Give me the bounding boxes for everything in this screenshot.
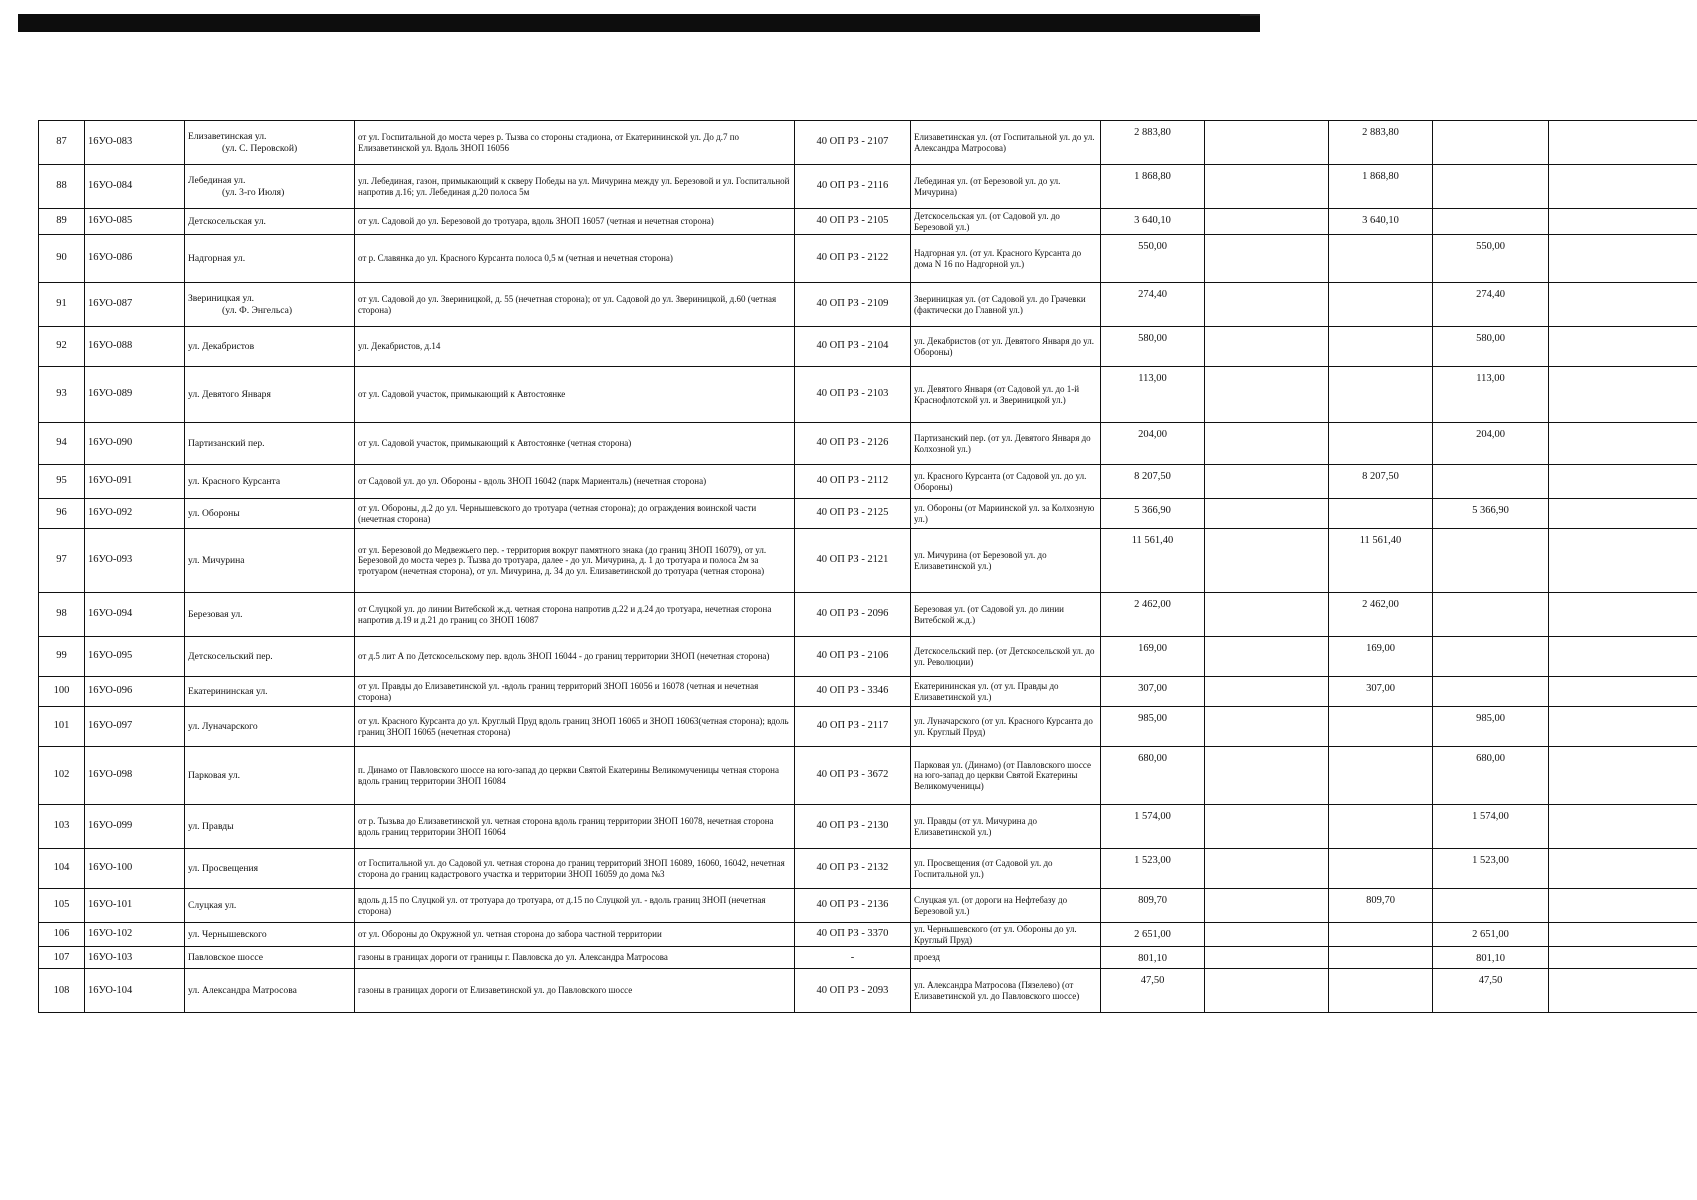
table-row xyxy=(39,283,1697,327)
area-col-5 xyxy=(1549,593,1697,637)
area-col-4 xyxy=(1433,209,1549,235)
object-code: 16УО-093 xyxy=(85,529,185,593)
area-total: 2 883,80 xyxy=(1101,121,1205,165)
area-description: от ул. Правды до Елизаветинской ул. -вдоль границ территорий ЗНОП 16056 и 16078 (четная и нечетная сторона) xyxy=(355,677,795,707)
road-registry-number: 40 ОП РЗ - 2096 xyxy=(795,593,911,637)
table-row xyxy=(39,849,1697,889)
area-total: 580,00 xyxy=(1101,327,1205,367)
road-object-name: ул. Мичурина (от Березовой ул. до Елизаветинской ул.) xyxy=(911,529,1101,593)
area-col-5 xyxy=(1549,327,1697,367)
road-registry-number: 40 ОП РЗ - 2112 xyxy=(795,465,911,499)
top-scan-line xyxy=(1240,14,1260,16)
table-row xyxy=(39,529,1697,593)
street-name xyxy=(185,707,355,747)
area-total: 169,00 xyxy=(1101,637,1205,677)
row-number: 107 xyxy=(39,947,85,969)
area-col-5 xyxy=(1549,465,1697,499)
object-code: 16УО-084 xyxy=(85,165,185,209)
street-name-former: (ул. С. Перовской) xyxy=(222,142,298,154)
row-number: 96 xyxy=(39,499,85,529)
street-name-main: Елизаветинская ул. xyxy=(188,131,267,143)
street-name-main: ул. Обороны xyxy=(188,507,240,519)
street-name xyxy=(185,465,355,499)
road-object-name: ул. Обороны (от Мариинской ул. за Колхозную ул.) xyxy=(911,499,1101,529)
table-row xyxy=(39,707,1697,747)
object-code: 16УО-088 xyxy=(85,327,185,367)
table-row xyxy=(39,165,1697,209)
street-name-main: ул. Чернышевского xyxy=(188,928,267,940)
road-object-name: Парковая ул. (Динамо) (от Павловского шоссе на юго-запад до церкви Святой Екатерины Великомученицы) xyxy=(911,747,1101,805)
area-description: от ул. Красного Курсанта до ул. Круглый Пруд вдоль границ ЗНОП 16065 и ЗНОП 16063(четная сторона); вдоль границ ЗНОП 16065 (нечетная сторона) xyxy=(355,707,795,747)
area-col-4: 2 651,00 xyxy=(1433,923,1549,947)
area-description: от ул. Садовой участок, примыкающий к Автостоянке (четная сторона) xyxy=(355,423,795,465)
road-registry-number: 40 ОП РЗ - 2136 xyxy=(795,889,911,923)
road-object-name: ул. Чернышевского (от ул. Обороны до ул. Круглый Пруд) xyxy=(911,923,1101,947)
area-description: от ул. Обороны, д.2 до ул. Чернышевского до тротуара (четная сторона); до ограждения воинской части (нечетная сторона) xyxy=(355,499,795,529)
area-col-4 xyxy=(1433,465,1549,499)
table-row xyxy=(39,969,1697,1013)
area-col-3: 809,70 xyxy=(1329,889,1433,923)
area-col-4: 680,00 xyxy=(1433,747,1549,805)
road-registry-number: 40 ОП РЗ - 2126 xyxy=(795,423,911,465)
street-name-main: Екатерининская ул. xyxy=(188,685,268,697)
area-col-2 xyxy=(1205,529,1329,593)
area-description: от ул. Садовой до ул. Березовой до тротуара, вдоль ЗНОП 16057 (четная и нечетная сторона) xyxy=(355,209,795,235)
row-number: 104 xyxy=(39,849,85,889)
object-code: 16УО-089 xyxy=(85,367,185,423)
table-row xyxy=(39,889,1697,923)
road-object-name: Партизанский пер. (от ул. Девятого Января до Колхозной ул.) xyxy=(911,423,1101,465)
street-name xyxy=(185,529,355,593)
area-description: ул. Декабристов, д.14 xyxy=(355,327,795,367)
street-name-former: (ул. 3-го Июля) xyxy=(222,186,285,198)
area-description: от р. Славянка до ул. Красного Курсанта полоса 0,5 м (четная и нечетная сторона) xyxy=(355,235,795,283)
row-number: 87 xyxy=(39,121,85,165)
row-number: 97 xyxy=(39,529,85,593)
street-name xyxy=(185,849,355,889)
area-col-2 xyxy=(1205,165,1329,209)
area-col-3: 307,00 xyxy=(1329,677,1433,707)
street-name-main: ул. Мичурина xyxy=(188,554,245,566)
area-col-2 xyxy=(1205,327,1329,367)
area-col-5 xyxy=(1549,923,1697,947)
area-col-2 xyxy=(1205,121,1329,165)
road-object-name: Детскосельский пер. (от Детскосельской ул. до ул. Революции) xyxy=(911,637,1101,677)
row-number: 101 xyxy=(39,707,85,747)
area-col-3: 1 868,80 xyxy=(1329,165,1433,209)
area-col-3: 2 462,00 xyxy=(1329,593,1433,637)
area-col-5 xyxy=(1549,529,1697,593)
area-col-2 xyxy=(1205,499,1329,529)
area-col-5 xyxy=(1549,499,1697,529)
area-col-2 xyxy=(1205,593,1329,637)
street-name-main: Березовая ул. xyxy=(188,608,243,620)
area-col-2 xyxy=(1205,209,1329,235)
area-col-3: 8 207,50 xyxy=(1329,465,1433,499)
road-registry-number: - xyxy=(795,947,911,969)
object-code: 16УО-085 xyxy=(85,209,185,235)
area-col-3 xyxy=(1329,423,1433,465)
street-name xyxy=(185,923,355,947)
row-number: 108 xyxy=(39,969,85,1013)
area-col-3 xyxy=(1329,947,1433,969)
street-name xyxy=(185,327,355,367)
road-registry-number: 40 ОП РЗ - 2130 xyxy=(795,805,911,849)
area-col-2 xyxy=(1205,283,1329,327)
row-number: 100 xyxy=(39,677,85,707)
area-col-4: 1 574,00 xyxy=(1433,805,1549,849)
street-name xyxy=(185,165,355,209)
area-col-2 xyxy=(1205,923,1329,947)
row-number: 105 xyxy=(39,889,85,923)
road-registry-number: 40 ОП РЗ - 3370 xyxy=(795,923,911,947)
area-col-4 xyxy=(1433,677,1549,707)
street-name xyxy=(185,593,355,637)
area-total: 113,00 xyxy=(1101,367,1205,423)
street-name-main: Павловское шоссе xyxy=(188,952,263,964)
street-name xyxy=(185,637,355,677)
area-total: 204,00 xyxy=(1101,423,1205,465)
top-scan-bar xyxy=(18,14,1260,32)
row-number: 95 xyxy=(39,465,85,499)
road-registry-number: 40 ОП РЗ - 2093 xyxy=(795,969,911,1013)
area-col-2 xyxy=(1205,677,1329,707)
area-col-2 xyxy=(1205,367,1329,423)
area-col-4 xyxy=(1433,593,1549,637)
table-row xyxy=(39,327,1697,367)
area-col-4: 274,40 xyxy=(1433,283,1549,327)
area-col-4 xyxy=(1433,121,1549,165)
street-name-main: Звериницкая ул. xyxy=(188,293,255,305)
road-registry-number: 40 ОП РЗ - 2104 xyxy=(795,327,911,367)
area-total: 801,10 xyxy=(1101,947,1205,969)
area-total: 985,00 xyxy=(1101,707,1205,747)
row-number: 90 xyxy=(39,235,85,283)
object-code: 16УО-083 xyxy=(85,121,185,165)
registry-table xyxy=(38,120,1697,1013)
table-row xyxy=(39,805,1697,849)
area-col-3 xyxy=(1329,283,1433,327)
road-object-name: Звериницкая ул. (от Садовой ул. до Грачевки (фактически до Главной ул.) xyxy=(911,283,1101,327)
area-description: газоны в границах дороги от Елизаветинской ул. до Павловского шоссе xyxy=(355,969,795,1013)
street-name xyxy=(185,499,355,529)
area-description: ул. Лебединая, газон, примыкающий к скверу Победы на ул. Мичурина между ул. Березовой и ул. Госпитальной напротив д.16; ул. Лебединая д.20 полоса 5м xyxy=(355,165,795,209)
area-col-2 xyxy=(1205,637,1329,677)
area-col-5 xyxy=(1549,283,1697,327)
area-col-4 xyxy=(1433,529,1549,593)
row-number: 98 xyxy=(39,593,85,637)
area-col-2 xyxy=(1205,889,1329,923)
road-registry-number: 40 ОП РЗ - 3346 xyxy=(795,677,911,707)
street-name xyxy=(185,209,355,235)
street-name xyxy=(185,889,355,923)
area-total: 1 523,00 xyxy=(1101,849,1205,889)
area-col-3 xyxy=(1329,805,1433,849)
table-row xyxy=(39,499,1697,529)
street-name xyxy=(185,747,355,805)
street-name-main: Надгорная ул. xyxy=(188,252,246,264)
street-name xyxy=(185,677,355,707)
area-col-5 xyxy=(1549,747,1697,805)
road-object-name: Березовая ул. (от Садовой ул. до линии Витебской ж.д.) xyxy=(911,593,1101,637)
object-code: 16УО-094 xyxy=(85,593,185,637)
object-code: 16УО-091 xyxy=(85,465,185,499)
object-code: 16УО-100 xyxy=(85,849,185,889)
table-row xyxy=(39,465,1697,499)
area-col-3 xyxy=(1329,367,1433,423)
area-col-5 xyxy=(1549,423,1697,465)
street-name-main: ул. Декабристов xyxy=(188,340,255,352)
area-total: 11 561,40 xyxy=(1101,529,1205,593)
street-name-main: ул. Девятого Января xyxy=(188,388,271,400)
street-name-main: Парковая ул. xyxy=(188,769,240,781)
table-row xyxy=(39,923,1697,947)
area-col-5 xyxy=(1549,367,1697,423)
object-code: 16УО-103 xyxy=(85,947,185,969)
street-name xyxy=(185,423,355,465)
table-row xyxy=(39,637,1697,677)
area-col-4 xyxy=(1433,165,1549,209)
row-number: 102 xyxy=(39,747,85,805)
object-code: 16УО-099 xyxy=(85,805,185,849)
area-col-2 xyxy=(1205,805,1329,849)
road-object-name: Елизаветинская ул. (от Госпитальной ул. до ул. Александра Матросова) xyxy=(911,121,1101,165)
street-name xyxy=(185,947,355,969)
area-col-4: 550,00 xyxy=(1433,235,1549,283)
street-name-main: ул. Просвещения xyxy=(188,862,259,874)
row-number: 91 xyxy=(39,283,85,327)
area-description: от ул. Госпитальной до моста через р. Тызва со стороны стадиона, от Екатерининской ул. До д.7 по Елизаветинской ул. Вдоль ЗНОП 16056 xyxy=(355,121,795,165)
road-object-name: ул. Луначарского (от ул. Красного Курсанта до ул. Круглый Пруд) xyxy=(911,707,1101,747)
road-registry-number: 40 ОП РЗ - 2132 xyxy=(795,849,911,889)
area-total: 3 640,10 xyxy=(1101,209,1205,235)
row-number: 99 xyxy=(39,637,85,677)
area-total: 47,50 xyxy=(1101,969,1205,1013)
area-col-4: 580,00 xyxy=(1433,327,1549,367)
area-col-3 xyxy=(1329,235,1433,283)
road-registry-number: 40 ОП РЗ - 2106 xyxy=(795,637,911,677)
table-row xyxy=(39,367,1697,423)
area-description: от ул. Садовой участок, примыкающий к Автостоянке xyxy=(355,367,795,423)
object-code: 16УО-102 xyxy=(85,923,185,947)
area-col-3 xyxy=(1329,747,1433,805)
road-object-name: ул. Девятого Января (от Садовой ул. до 1-й Краснофлотской ул. и Звериницкой ул.) xyxy=(911,367,1101,423)
area-col-5 xyxy=(1549,805,1697,849)
area-col-4: 801,10 xyxy=(1433,947,1549,969)
area-total: 274,40 xyxy=(1101,283,1205,327)
street-name-main: Детскосельская ул. xyxy=(188,215,266,227)
area-col-4: 1 523,00 xyxy=(1433,849,1549,889)
area-total: 8 207,50 xyxy=(1101,465,1205,499)
road-object-name: ул. Декабристов (от ул. Девятого Января до ул. Обороны) xyxy=(911,327,1101,367)
area-description: от д.5 лит А по Детскосельскому пер. вдоль ЗНОП 16044 - до границ территории ЗНОП (нечетная сторона) xyxy=(355,637,795,677)
road-object-name: ул. Просвещения (от Садовой ул. до Госпитальной ул.) xyxy=(911,849,1101,889)
street-name-former: (ул. Ф. Энгельса) xyxy=(222,304,293,316)
street-name xyxy=(185,121,355,165)
area-total: 550,00 xyxy=(1101,235,1205,283)
area-total: 5 366,90 xyxy=(1101,499,1205,529)
area-col-4: 5 366,90 xyxy=(1433,499,1549,529)
area-col-4 xyxy=(1433,889,1549,923)
area-col-5 xyxy=(1549,637,1697,677)
area-col-3 xyxy=(1329,923,1433,947)
table-row xyxy=(39,121,1697,165)
row-number: 106 xyxy=(39,923,85,947)
area-col-5 xyxy=(1549,707,1697,747)
row-number: 94 xyxy=(39,423,85,465)
area-col-2 xyxy=(1205,947,1329,969)
road-registry-number: 40 ОП РЗ - 2103 xyxy=(795,367,911,423)
area-description: от Госпитальной ул. до Садовой ул. четная сторона до границ территорий ЗНОП 16089, 16060, 16042, нечетная сторона до границ кадастрового участка и территории ЗНОП 16059 до дома №3 xyxy=(355,849,795,889)
row-number: 93 xyxy=(39,367,85,423)
road-object-name: Детскосельская ул. (от Садовой ул. до Березовой ул.) xyxy=(911,209,1101,235)
area-col-4: 113,00 xyxy=(1433,367,1549,423)
object-code: 16УО-096 xyxy=(85,677,185,707)
street-name xyxy=(185,367,355,423)
table-row xyxy=(39,677,1697,707)
street-name-main: Детскосельский пер. xyxy=(188,650,273,662)
row-number: 89 xyxy=(39,209,85,235)
object-code: 16УО-095 xyxy=(85,637,185,677)
registry-table-wrap xyxy=(38,120,1648,1013)
road-registry-number: 40 ОП РЗ - 2105 xyxy=(795,209,911,235)
area-description: от Садовой ул. до ул. Обороны - вдоль ЗНОП 16042 (парк Мариенталь) (нечетная сторона) xyxy=(355,465,795,499)
road-object-name: Екатерининская ул. (от ул. Правды до Елизаветинской ул.) xyxy=(911,677,1101,707)
table-row xyxy=(39,209,1697,235)
area-col-3: 2 883,80 xyxy=(1329,121,1433,165)
area-col-4: 47,50 xyxy=(1433,969,1549,1013)
road-object-name: проезд xyxy=(911,947,1101,969)
area-description: от ул. Березовой до Медвежьего пер. - территория вокруг памятного знака (до границ ЗНОП 16079), от ул. Березовой до моста через р. Тызва до тротуара, далее - до ул. Мичурина, д. 1 до тротуара и полоса 2м за тротуаром (нечетная сторона), от ул. Мичурина, д. 34 до ул. Елизаветинской до тротуара (четная сторона) xyxy=(355,529,795,593)
road-registry-number: 40 ОП РЗ - 2107 xyxy=(795,121,911,165)
area-col-2 xyxy=(1205,423,1329,465)
table-row xyxy=(39,593,1697,637)
area-description: от р. Тызьва до Елизаветинской ул. четная сторона вдоль границ территории ЗНОП 16078, нечетная сторона вдоль границ территории ЗНОП 16064 xyxy=(355,805,795,849)
road-registry-number: 40 ОП РЗ - 3672 xyxy=(795,747,911,805)
area-description: от Слуцкой ул. до линии Витебской ж.д. четная сторона напротив д.22 и д.24 до тротуара, нечетная сторона напротив д.19 и д.21 до границ со ЗНОП 16087 xyxy=(355,593,795,637)
object-code: 16УО-104 xyxy=(85,969,185,1013)
area-col-5 xyxy=(1549,889,1697,923)
road-object-name: Надгорная ул. (от ул. Красного Курсанта до дома N 16 по Надгорной ул.) xyxy=(911,235,1101,283)
area-col-4 xyxy=(1433,637,1549,677)
area-col-5 xyxy=(1549,235,1697,283)
object-code: 16УО-101 xyxy=(85,889,185,923)
area-total: 680,00 xyxy=(1101,747,1205,805)
area-description: от ул. Обороны до Окружной ул. четная сторона до забора частной территории xyxy=(355,923,795,947)
row-number: 103 xyxy=(39,805,85,849)
object-code: 16УО-090 xyxy=(85,423,185,465)
road-registry-number: 40 ОП РЗ - 2109 xyxy=(795,283,911,327)
area-description: газоны в границах дороги от границы г. Павловска до ул. Александра Матросова xyxy=(355,947,795,969)
object-code: 16УО-098 xyxy=(85,747,185,805)
area-description: п. Динамо от Павловского шоссе на юго-запад до церкви Святой Екатерины Великомученицы четная сторона вдоль границ территории ЗНОП 16084 xyxy=(355,747,795,805)
area-total: 1 574,00 xyxy=(1101,805,1205,849)
area-total: 809,70 xyxy=(1101,889,1205,923)
area-col-4: 985,00 xyxy=(1433,707,1549,747)
area-col-4: 204,00 xyxy=(1433,423,1549,465)
road-object-name: ул. Правды (от ул. Мичурина до Елизаветинской ул.) xyxy=(911,805,1101,849)
area-col-5 xyxy=(1549,849,1697,889)
area-total: 307,00 xyxy=(1101,677,1205,707)
area-col-5 xyxy=(1549,121,1697,165)
road-registry-number: 40 ОП РЗ - 2122 xyxy=(795,235,911,283)
area-col-2 xyxy=(1205,969,1329,1013)
street-name-main: Партизанский пер. xyxy=(188,437,265,449)
area-col-2 xyxy=(1205,707,1329,747)
table-row xyxy=(39,235,1697,283)
area-col-3 xyxy=(1329,969,1433,1013)
street-name-main: ул. Красного Курсанта xyxy=(188,475,281,487)
road-object-name: Слуцкая ул. (от дороги на Нефтебазу до Березовой ул.) xyxy=(911,889,1101,923)
area-col-2 xyxy=(1205,849,1329,889)
street-name-main: Слуцкая ул. xyxy=(188,899,237,911)
street-name-main: ул. Луначарского xyxy=(188,720,258,732)
road-registry-number: 40 ОП РЗ - 2117 xyxy=(795,707,911,747)
area-total: 2 651,00 xyxy=(1101,923,1205,947)
street-name-main: ул. Правды xyxy=(188,820,234,832)
street-name xyxy=(185,283,355,327)
road-object-name: Лебединая ул. (от Березовой ул. до ул. Мичурина) xyxy=(911,165,1101,209)
street-name xyxy=(185,235,355,283)
area-col-5 xyxy=(1549,209,1697,235)
area-col-5 xyxy=(1549,677,1697,707)
area-col-2 xyxy=(1205,235,1329,283)
area-description: от ул. Садовой до ул. Звериницкой, д. 55 (нечетная сторона); от ул. Садовой до ул. Звериницкой, д.60 (четная сторона) xyxy=(355,283,795,327)
area-col-3 xyxy=(1329,707,1433,747)
road-registry-number: 40 ОП РЗ - 2121 xyxy=(795,529,911,593)
table-row xyxy=(39,423,1697,465)
area-col-2 xyxy=(1205,465,1329,499)
object-code: 16УО-097 xyxy=(85,707,185,747)
area-col-2 xyxy=(1205,747,1329,805)
object-code: 16УО-086 xyxy=(85,235,185,283)
area-col-3 xyxy=(1329,327,1433,367)
object-code: 16УО-092 xyxy=(85,499,185,529)
table-body xyxy=(39,121,1697,1013)
area-col-5 xyxy=(1549,947,1697,969)
area-col-5 xyxy=(1549,969,1697,1013)
road-registry-number: 40 ОП РЗ - 2116 xyxy=(795,165,911,209)
area-col-3: 169,00 xyxy=(1329,637,1433,677)
area-col-3 xyxy=(1329,499,1433,529)
row-number: 92 xyxy=(39,327,85,367)
table-row xyxy=(39,747,1697,805)
street-name xyxy=(185,969,355,1013)
street-name-main: ул. Александра Матросова xyxy=(188,985,297,997)
area-total: 2 462,00 xyxy=(1101,593,1205,637)
road-registry-number: 40 ОП РЗ - 2125 xyxy=(795,499,911,529)
area-total: 1 868,80 xyxy=(1101,165,1205,209)
object-code: 16УО-087 xyxy=(85,283,185,327)
table-row xyxy=(39,947,1697,969)
area-col-3: 3 640,10 xyxy=(1329,209,1433,235)
road-object-name: ул. Красного Курсанта (от Садовой ул. до ул. Обороны) xyxy=(911,465,1101,499)
street-name-main: Лебединая ул. xyxy=(188,175,246,187)
row-number: 88 xyxy=(39,165,85,209)
area-col-3 xyxy=(1329,849,1433,889)
area-description: вдоль д.15 по Слуцкой ул. от тротуара до тротуара, от д.15 по Слуцкой ул. - вдоль границ ЗНОП (нечетная сторона) xyxy=(355,889,795,923)
street-name xyxy=(185,805,355,849)
road-object-name: ул. Александра Матросова (Пязелево) (от Елизаветинской ул. до Павловского шоссе) xyxy=(911,969,1101,1013)
area-col-5 xyxy=(1549,165,1697,209)
area-col-3: 11 561,40 xyxy=(1329,529,1433,593)
